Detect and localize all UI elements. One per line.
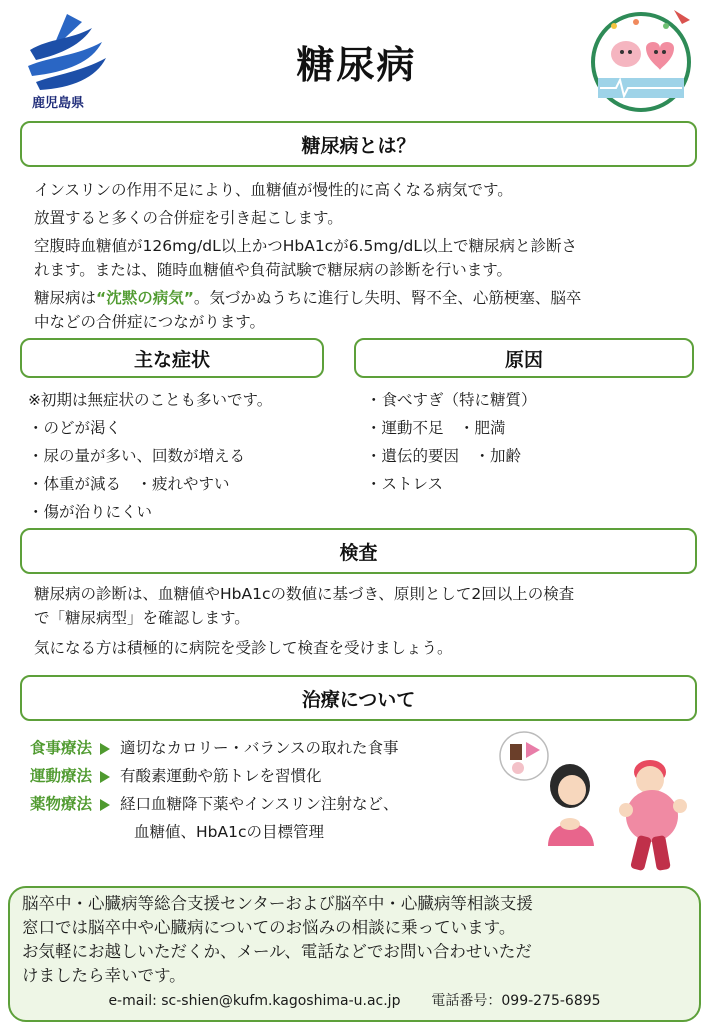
- about-line-4: [34, 286, 694, 310]
- triangle-arrow-icon: [100, 799, 110, 811]
- cause-item: ・食べすぎ（特に糖質）: [366, 391, 537, 409]
- symptom-item: ・のどが渇く: [28, 419, 122, 437]
- treatment-continuation: 血糖値、HbA1cの目標管理: [134, 823, 324, 841]
- about-line-3b: れます。または、随時血糖値や負荷試験で糖尿病の診断を行います。: [34, 261, 513, 279]
- footer-line-3: お気軽にお越しいただくか、メール、電話などでお問い合わせいただ: [22, 942, 532, 961]
- about-text: [34, 178, 694, 334]
- exam-line-1b: で「糖尿病型」を確認します。: [34, 609, 250, 627]
- footer-line-1: 脳卒中・心臓病等総合支援センターおよび脳卒中・心臓病等相談支援: [22, 894, 533, 913]
- prefecture-name: 鹿児島県: [32, 96, 85, 111]
- causes-list: [366, 386, 686, 498]
- treatment-label: 食事療法: [30, 739, 93, 757]
- footer-line-4: けましたら幸いです。: [22, 966, 186, 985]
- footer-message: [22, 892, 687, 988]
- treatment-text: 有酸素運動や筋トレを習慣化: [120, 767, 322, 785]
- footer-contact: [22, 990, 687, 1010]
- email-link[interactable]: e-mail: sc-shien@kufm.kagoshima-u.ac.jp: [108, 993, 401, 1009]
- treatment-label: 薬物療法: [30, 795, 93, 813]
- triangle-arrow-icon: [100, 771, 110, 783]
- about-line-4-pre: 糖尿病は: [34, 289, 97, 307]
- silent-disease-highlight: “沈黙の病気”: [96, 289, 194, 307]
- triangle-arrow-icon: [100, 743, 110, 755]
- cause-item: ・運動不足 ・肥満: [366, 419, 506, 437]
- about-line-1: インスリンの作用不足により、血糖値が慢性的に高くなる病気です。: [34, 181, 513, 199]
- symptoms-note: ※初期は無症状のことも多いです。: [28, 391, 273, 409]
- treatment-text: 経口血糖降下薬やインスリン注射など、: [120, 795, 399, 813]
- woman-eating-illustration: [496, 728, 606, 846]
- treatment-label: 運動療法: [30, 767, 93, 785]
- treatment-row: [30, 790, 500, 818]
- about-line-4-post: 。気づかぬうちに進行し失明、腎不全、心筋梗塞、脳卒: [193, 289, 582, 307]
- exam-line-1a: 糖尿病の診断は、血糖値やHbA1cの数値に基づき、原則として2回以上の検査: [34, 585, 575, 603]
- treatment-text: 適切なカロリー・バランスの取れた食事: [120, 739, 399, 757]
- symptom-item: ・体重が減る ・疲れやすい: [28, 475, 230, 493]
- section-heading-causes: 原因: [354, 338, 694, 378]
- treatment-row: [30, 762, 500, 790]
- section-heading-treatment: 治療について: [20, 675, 697, 721]
- symptom-item: ・尿の量が多い、回数が増える: [28, 447, 246, 465]
- exam-text: [34, 582, 694, 660]
- phone-number: 電話番号：099-275-6895: [431, 993, 601, 1009]
- treatment-list: [30, 734, 500, 846]
- heart-brain-mascot-illustration: [586, 4, 696, 114]
- exam-line-2: 気になる方は積極的に病院を受診して検査を受けましょう。: [34, 639, 453, 657]
- page-title: 糖尿病: [296, 43, 417, 87]
- cause-item: ・ストレス: [366, 475, 444, 493]
- support-center-footer: [8, 886, 701, 1022]
- cause-item: ・遺伝的要因 ・加齢: [366, 447, 522, 465]
- symptoms-list: [28, 386, 338, 526]
- section-heading-about: 糖尿病とは？: [20, 121, 697, 167]
- footer-line-2: 窓口では脳卒中や心臓病についてのお悩みの相談に乗っています。: [22, 918, 516, 937]
- woman-jogging-illustration: [604, 750, 700, 876]
- section-heading-symptoms: 主な症状: [20, 338, 324, 378]
- symptom-item: ・傷が治りにくい: [28, 503, 153, 521]
- about-line-3a: 空腹時血糖値が126mg/dL以上かつHbA1cが6.5mg/dL以上で糖尿病と診断さ: [34, 237, 577, 255]
- about-line-4b: 中などの合併症につながります。: [34, 313, 265, 331]
- section-heading-exam: 検査: [20, 528, 697, 574]
- about-line-2: 放置すると多くの合併症を引き起こします。: [34, 209, 343, 227]
- treatment-row: [30, 734, 500, 762]
